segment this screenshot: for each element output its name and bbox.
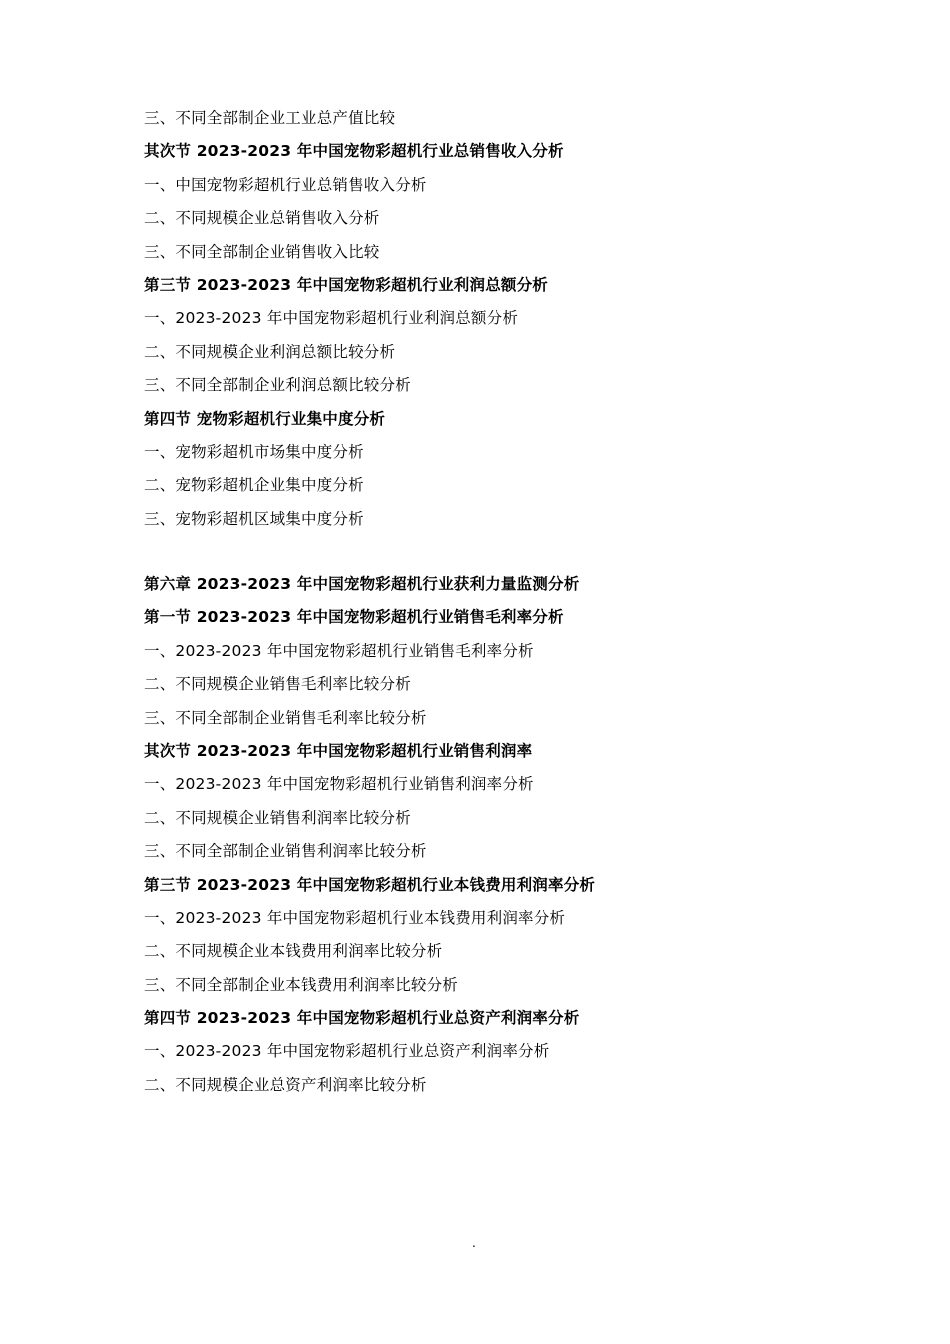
toc-item: 二、宠物彩超机企业集中度分析: [144, 476, 364, 495]
toc-section-heading: 第四节 2023-2023 年中国宠物彩超机行业总资产利润率分析: [144, 1009, 580, 1028]
toc-block-chapter-5-continued: [144, 107, 844, 541]
toc-item: 一、2023-2023 年中国宠物彩超机行业本钱费用利润率分析: [144, 908, 566, 927]
toc-section-heading: 第三节 2023-2023 年中国宠物彩超机行业利润总额分析: [144, 275, 549, 294]
toc-item: 二、不同规模企业利润总额比较分析: [144, 342, 396, 361]
toc-item: 三、不同全部制企业销售利润率比较分析: [144, 842, 427, 861]
toc-item: 三、不同全部制企业本钱费用利润率比较分析: [144, 975, 459, 994]
page-footer-mark: .: [472, 1236, 476, 1250]
toc-item: 三、宠物彩超机区域集中度分析: [144, 509, 364, 528]
toc-item: 一、2023-2023 年中国宠物彩超机行业销售毛利率分析: [144, 641, 534, 660]
toc-section-heading: 第四节 宠物彩超机行业集中度分析: [144, 409, 386, 428]
toc-item: 三、不同全部制企业销售收入比较: [144, 242, 380, 261]
toc-item: 二、不同规模企业销售利润率比较分析: [144, 808, 411, 827]
toc-item: 一、宠物彩超机市场集中度分析: [144, 442, 364, 461]
toc-item: 二、不同规模企业本钱费用利润率比较分析: [144, 942, 443, 961]
toc-section-heading: 其次节 2023-2023 年中国宠物彩超机行业销售利润率: [144, 741, 533, 760]
toc-item: 三、不同全部制企业销售毛利率比较分析: [144, 708, 427, 727]
toc-item: 二、不同规模企业总资产利润率比较分析: [144, 1075, 427, 1094]
toc-section-heading: 第一节 2023-2023 年中国宠物彩超机行业销售毛利率分析: [144, 608, 564, 627]
toc-item: 一、2023-2023 年中国宠物彩超机行业销售利润率分析: [144, 775, 534, 794]
toc-block-chapter-6: [144, 573, 844, 1107]
toc-item: 一、中国宠物彩超机行业总销售收入分析: [144, 175, 427, 194]
toc-section-heading: 第三节 2023-2023 年中国宠物彩超机行业本钱费用利润率分析: [144, 875, 596, 894]
toc-item: 一、2023-2023 年中国宠物彩超机行业总资产利润率分析: [144, 1042, 550, 1061]
toc-item: 三、不同全部制企业利润总额比较分析: [144, 376, 411, 395]
toc-chapter-heading: 第六章 2023-2023 年中国宠物彩超机行业获利力量监测分析: [144, 575, 580, 593]
toc-item: 三、不同全部制企业工业总产值比较: [144, 109, 396, 127]
toc-item: 二、不同规模企业销售毛利率比较分析: [144, 675, 411, 694]
toc-item: 一、2023-2023 年中国宠物彩超机行业利润总额分析: [144, 309, 519, 328]
toc-section-heading: 其次节 2023-2023 年中国宠物彩超机行业总销售收入分析: [144, 142, 564, 161]
toc-item: 二、不同规模企业总销售收入分析: [144, 209, 380, 228]
